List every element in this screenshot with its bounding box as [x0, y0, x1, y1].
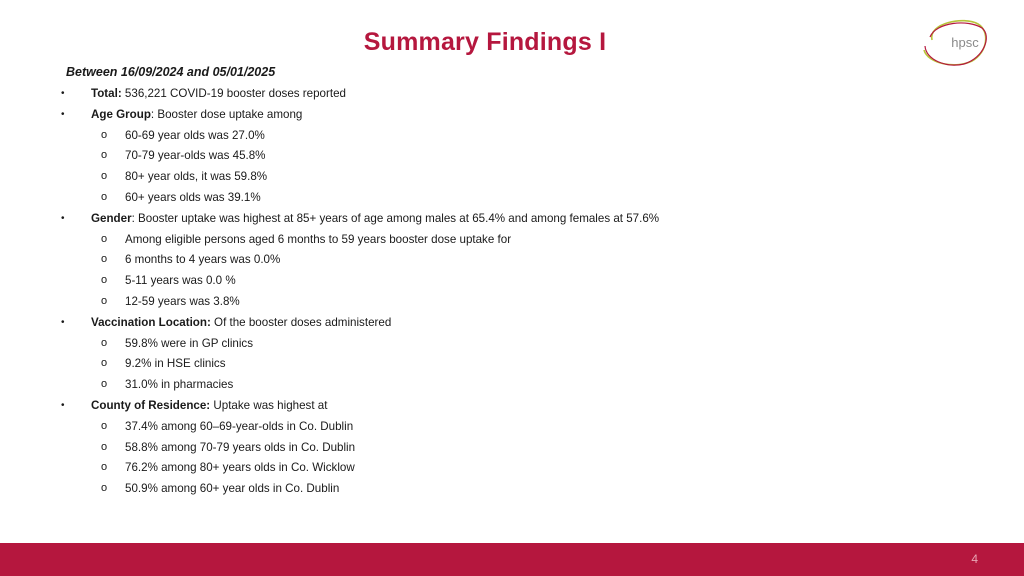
sub-list-item: o 31.0% in pharmacies: [0, 375, 1000, 396]
item-label: County of Residence:: [91, 398, 211, 412]
list-item-vaccination-location: [0, 313, 1000, 334]
circle-bullet-icon: o: [101, 128, 108, 141]
item-text: Uptake was highest at: [210, 398, 328, 412]
circle-bullet-icon: o: [101, 461, 108, 474]
item-text: Of the booster doses administered: [210, 315, 392, 329]
circle-bullet-icon: o: [101, 232, 108, 245]
circle-bullet-icon: o: [101, 482, 108, 495]
list-item-gender: [0, 209, 1000, 230]
bullet-icon: •: [61, 399, 65, 411]
item-text: 536,221 COVID-19 booster doses reported: [121, 87, 346, 100]
circle-bullet-icon: o: [101, 357, 108, 370]
sub-list-item: o 5-11 years was 0.0 %: [0, 271, 1000, 292]
findings-list: [0, 84, 1000, 500]
sub-list-item: o 60-69 year olds was 27.0%: [0, 126, 1000, 147]
circle-bullet-icon: o: [101, 253, 108, 266]
sub-list-item: o 6 months to 4 years was 0.0%: [0, 250, 1000, 271]
item-label: Gender: [91, 211, 132, 225]
circle-bullet-icon: o: [101, 170, 108, 183]
logo-text: hpsc: [951, 35, 979, 50]
list-item-total: [0, 84, 1000, 105]
circle-bullet-icon: o: [101, 274, 108, 287]
sub-list-item: o Among eligible persons aged 6 months to 59 years booster dose uptake for: [0, 230, 1000, 251]
sub-list-item: o 37.4% among 60–69-year-olds in Co. Dublin: [0, 417, 1000, 438]
circle-bullet-icon: o: [101, 294, 108, 307]
footer-bar: [0, 543, 1024, 576]
bullet-icon: •: [61, 212, 65, 224]
bullet-icon: •: [61, 108, 65, 120]
item-label: Age Group: [91, 107, 151, 121]
sub-list-item: o 9.2% in HSE clinics: [0, 354, 1000, 375]
item-text: : Booster dose uptake among: [150, 107, 303, 121]
bullet-icon: •: [61, 88, 65, 99]
item-text: : Booster uptake was highest at 85+ years of age among males at 65.4% and among females at 57.6%: [131, 211, 660, 225]
item-label: Vaccination Location:: [91, 315, 211, 329]
list-item-county-of-residence: [0, 396, 1000, 417]
circle-bullet-icon: o: [101, 336, 108, 349]
sub-list-item: o 59.8% were in GP clinics: [0, 334, 1000, 355]
hpsc-logo: [916, 14, 998, 70]
sub-list-item: o 12-59 years was 3.8%: [0, 292, 1000, 313]
circle-bullet-icon: o: [101, 190, 108, 203]
item-label: Total:: [91, 87, 122, 100]
sub-list-item: o 60+ years olds was 39.1%: [0, 188, 1000, 209]
bullet-icon: •: [61, 316, 65, 328]
sub-list-item: o 70-79 year-olds was 45.8%: [0, 146, 1000, 167]
circle-bullet-icon: o: [101, 149, 108, 162]
sub-list-item: o 50.9% among 60+ year olds in Co. Dublin: [0, 479, 1000, 500]
list-item-age-group: [0, 105, 1000, 126]
slide-title: Summary Findings I: [363, 28, 607, 56]
page-number: 4: [971, 552, 978, 566]
circle-bullet-icon: o: [101, 378, 108, 391]
sub-list-item: o 58.8% among 70-79 years olds in Co. Dublin: [0, 438, 1000, 459]
date-range-subtitle: Between 16/09/2024 and 05/01/2025: [66, 65, 276, 79]
circle-bullet-icon: o: [101, 440, 108, 453]
sub-list-item: o 80+ year olds, it was 59.8%: [0, 167, 1000, 188]
sub-list-item: o 76.2% among 80+ years olds in Co. Wicklow: [0, 458, 1000, 479]
circle-bullet-icon: o: [101, 419, 108, 432]
